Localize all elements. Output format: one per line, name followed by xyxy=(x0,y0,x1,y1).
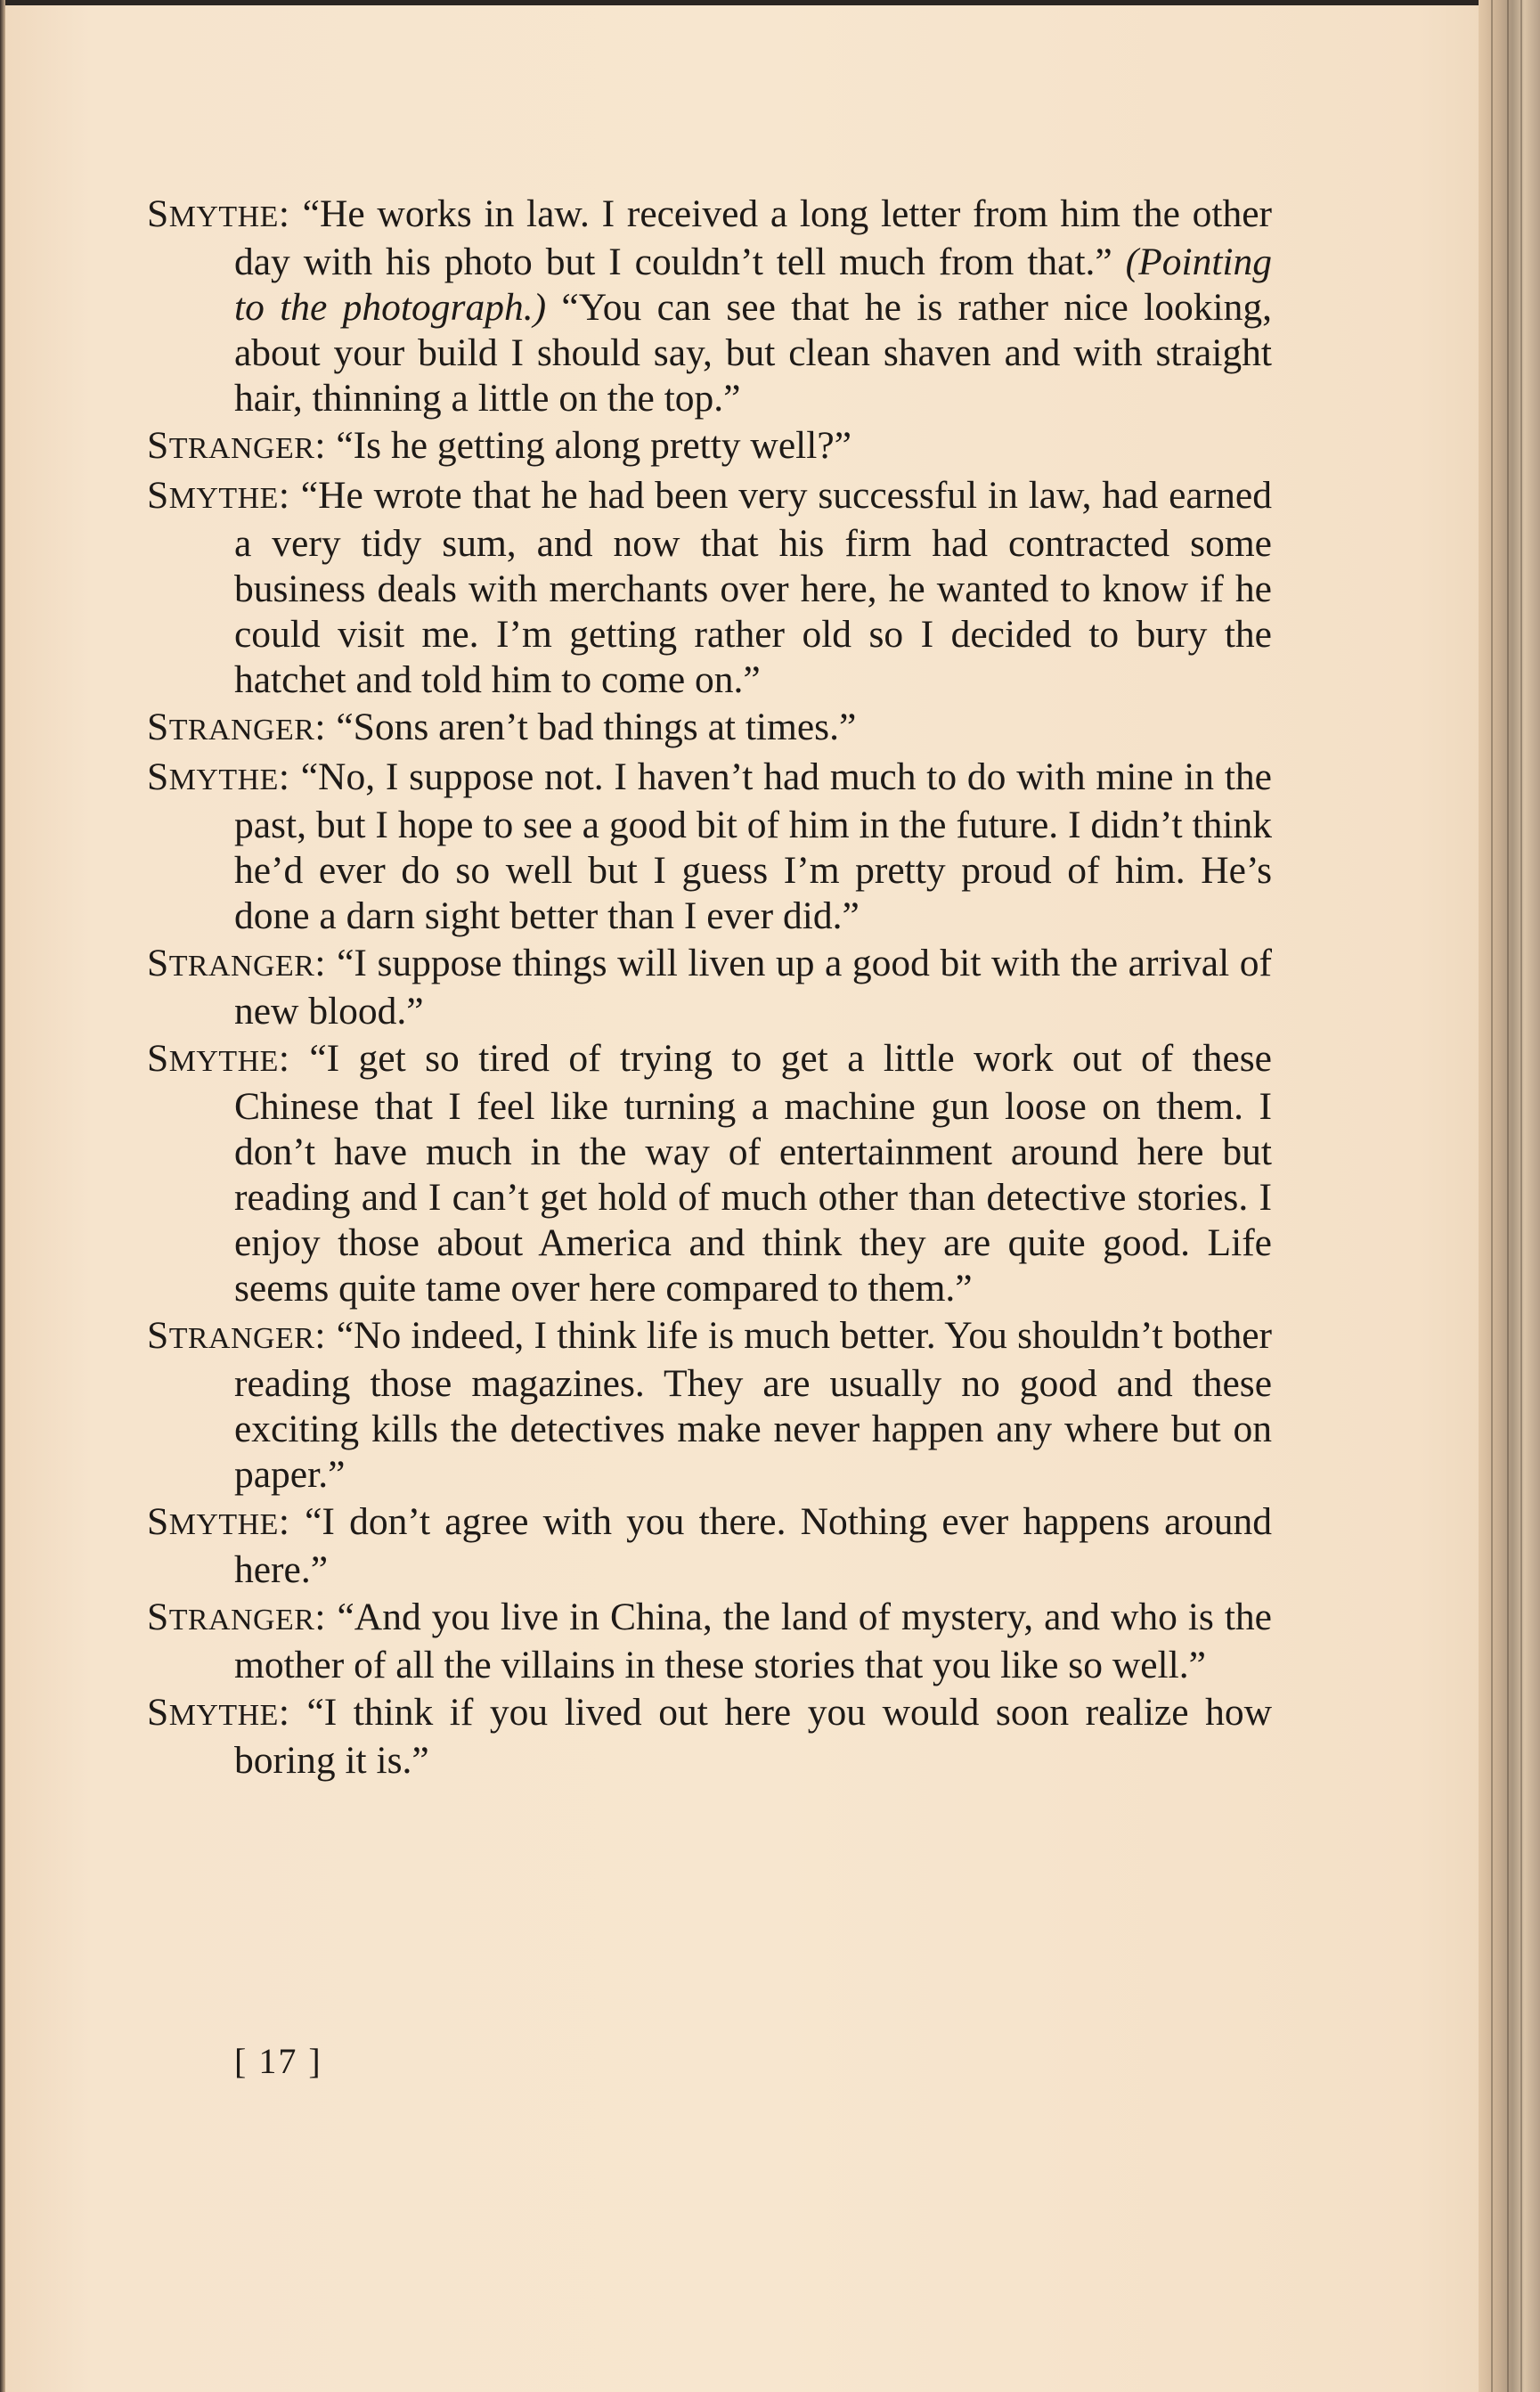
speech-stranger xyxy=(147,705,1272,753)
speech-stranger xyxy=(147,1313,1272,1498)
speech-smythe xyxy=(147,192,1272,421)
speech-text: “I suppose things will liven up a good bit with the arrival of new blood.” xyxy=(234,942,1272,1033)
speech-text: “And you live in China, the land of mystery, and who is the mother of all the villains in these stories that you like so well.” xyxy=(234,1596,1272,1686)
spine-line xyxy=(1507,0,1509,2392)
speaker-name: SMYTHE: xyxy=(147,1691,307,1734)
speech-stranger xyxy=(147,423,1272,471)
speech-smythe xyxy=(147,1499,1272,1593)
speech-text: “Sons aren’t bad things at times.” xyxy=(336,706,857,748)
stage-direction: (Pointing to the photograph.) xyxy=(234,241,1272,329)
speech-text: “I get so tired of trying to get a little work out of these Chinese that I feel like turning a machine gun loose on them. I don’t have much in the way of entertainment around here but reading and I can’t get hold of much other than detective stories. I enjoy those about America and think they are quite good. Life seems quite tame over here compared to them.” xyxy=(234,1037,1272,1310)
page-left-edge xyxy=(0,0,5,2392)
speech-text: “No, I suppose not. I haven’t had much to do with mine in the past, but I hope to see a good bit of him in the future. I didn’t think he’d ever do so well but I guess I’m pretty proud of him. He’s done a darn sight better than I ever did.” xyxy=(234,755,1272,937)
speech-smythe xyxy=(147,1036,1272,1311)
speaker-name: STRANGER: xyxy=(147,424,337,467)
speech-stranger xyxy=(147,941,1272,1034)
speaker-name: STRANGER: xyxy=(147,706,337,748)
spine-line xyxy=(1520,0,1522,2392)
speaker-name: SMYTHE: xyxy=(147,474,301,517)
speech-smythe xyxy=(147,755,1272,939)
speech-text: “I think if you lived out here you would soon realize how boring it is.” xyxy=(234,1691,1272,1782)
speech-text: “Is he getting along pretty well?” xyxy=(336,424,851,467)
book-spine-edge xyxy=(1479,0,1540,2392)
speech-text: “You can see that he is rather nice looking, about your build I should say, but clean shaven and with straight hair, thinning a little on the top.” xyxy=(234,286,1272,420)
speaker-name: SMYTHE: xyxy=(147,1037,310,1080)
speech-text: “No indeed, I think life is much better. You shouldn’t bother reading those magazines. They are usually no good and these exciting kills the detectives make never happen any where but on paper.” xyxy=(234,1314,1272,1496)
speech-text: “I don’t agree with you there. Nothing ever happens around here.” xyxy=(234,1500,1272,1591)
spine-line xyxy=(1491,0,1493,2392)
speech-stranger xyxy=(147,1595,1272,1688)
speech-text: “He wrote that he had been very successful in law, had earned a very tidy sum, and now that his firm had contracted some business deals with merchants over here, he wanted to know if he could visit me. I’m getting rather old so I decided to bury the hatchet and told him to come on.” xyxy=(234,474,1272,701)
speaker-name: STRANGER: xyxy=(147,1596,338,1638)
speech-smythe xyxy=(147,1690,1272,1784)
speaker-name: STRANGER: xyxy=(147,1314,337,1357)
speech-smythe xyxy=(147,473,1272,703)
speaker-name: SMYTHE: xyxy=(147,192,303,235)
speech-text: “He works in law. I received a long letter from him the other day with his photo but I couldn’t tell much from that.” xyxy=(234,192,1272,283)
speaker-name: SMYTHE: xyxy=(147,1500,306,1543)
speaker-name: STRANGER: xyxy=(147,942,338,984)
dialogue-text-block xyxy=(147,192,1272,1785)
page-top-edge xyxy=(0,0,1540,5)
speaker-name: SMYTHE: xyxy=(147,755,301,798)
page-number: [ 17 ] xyxy=(234,2041,322,2081)
